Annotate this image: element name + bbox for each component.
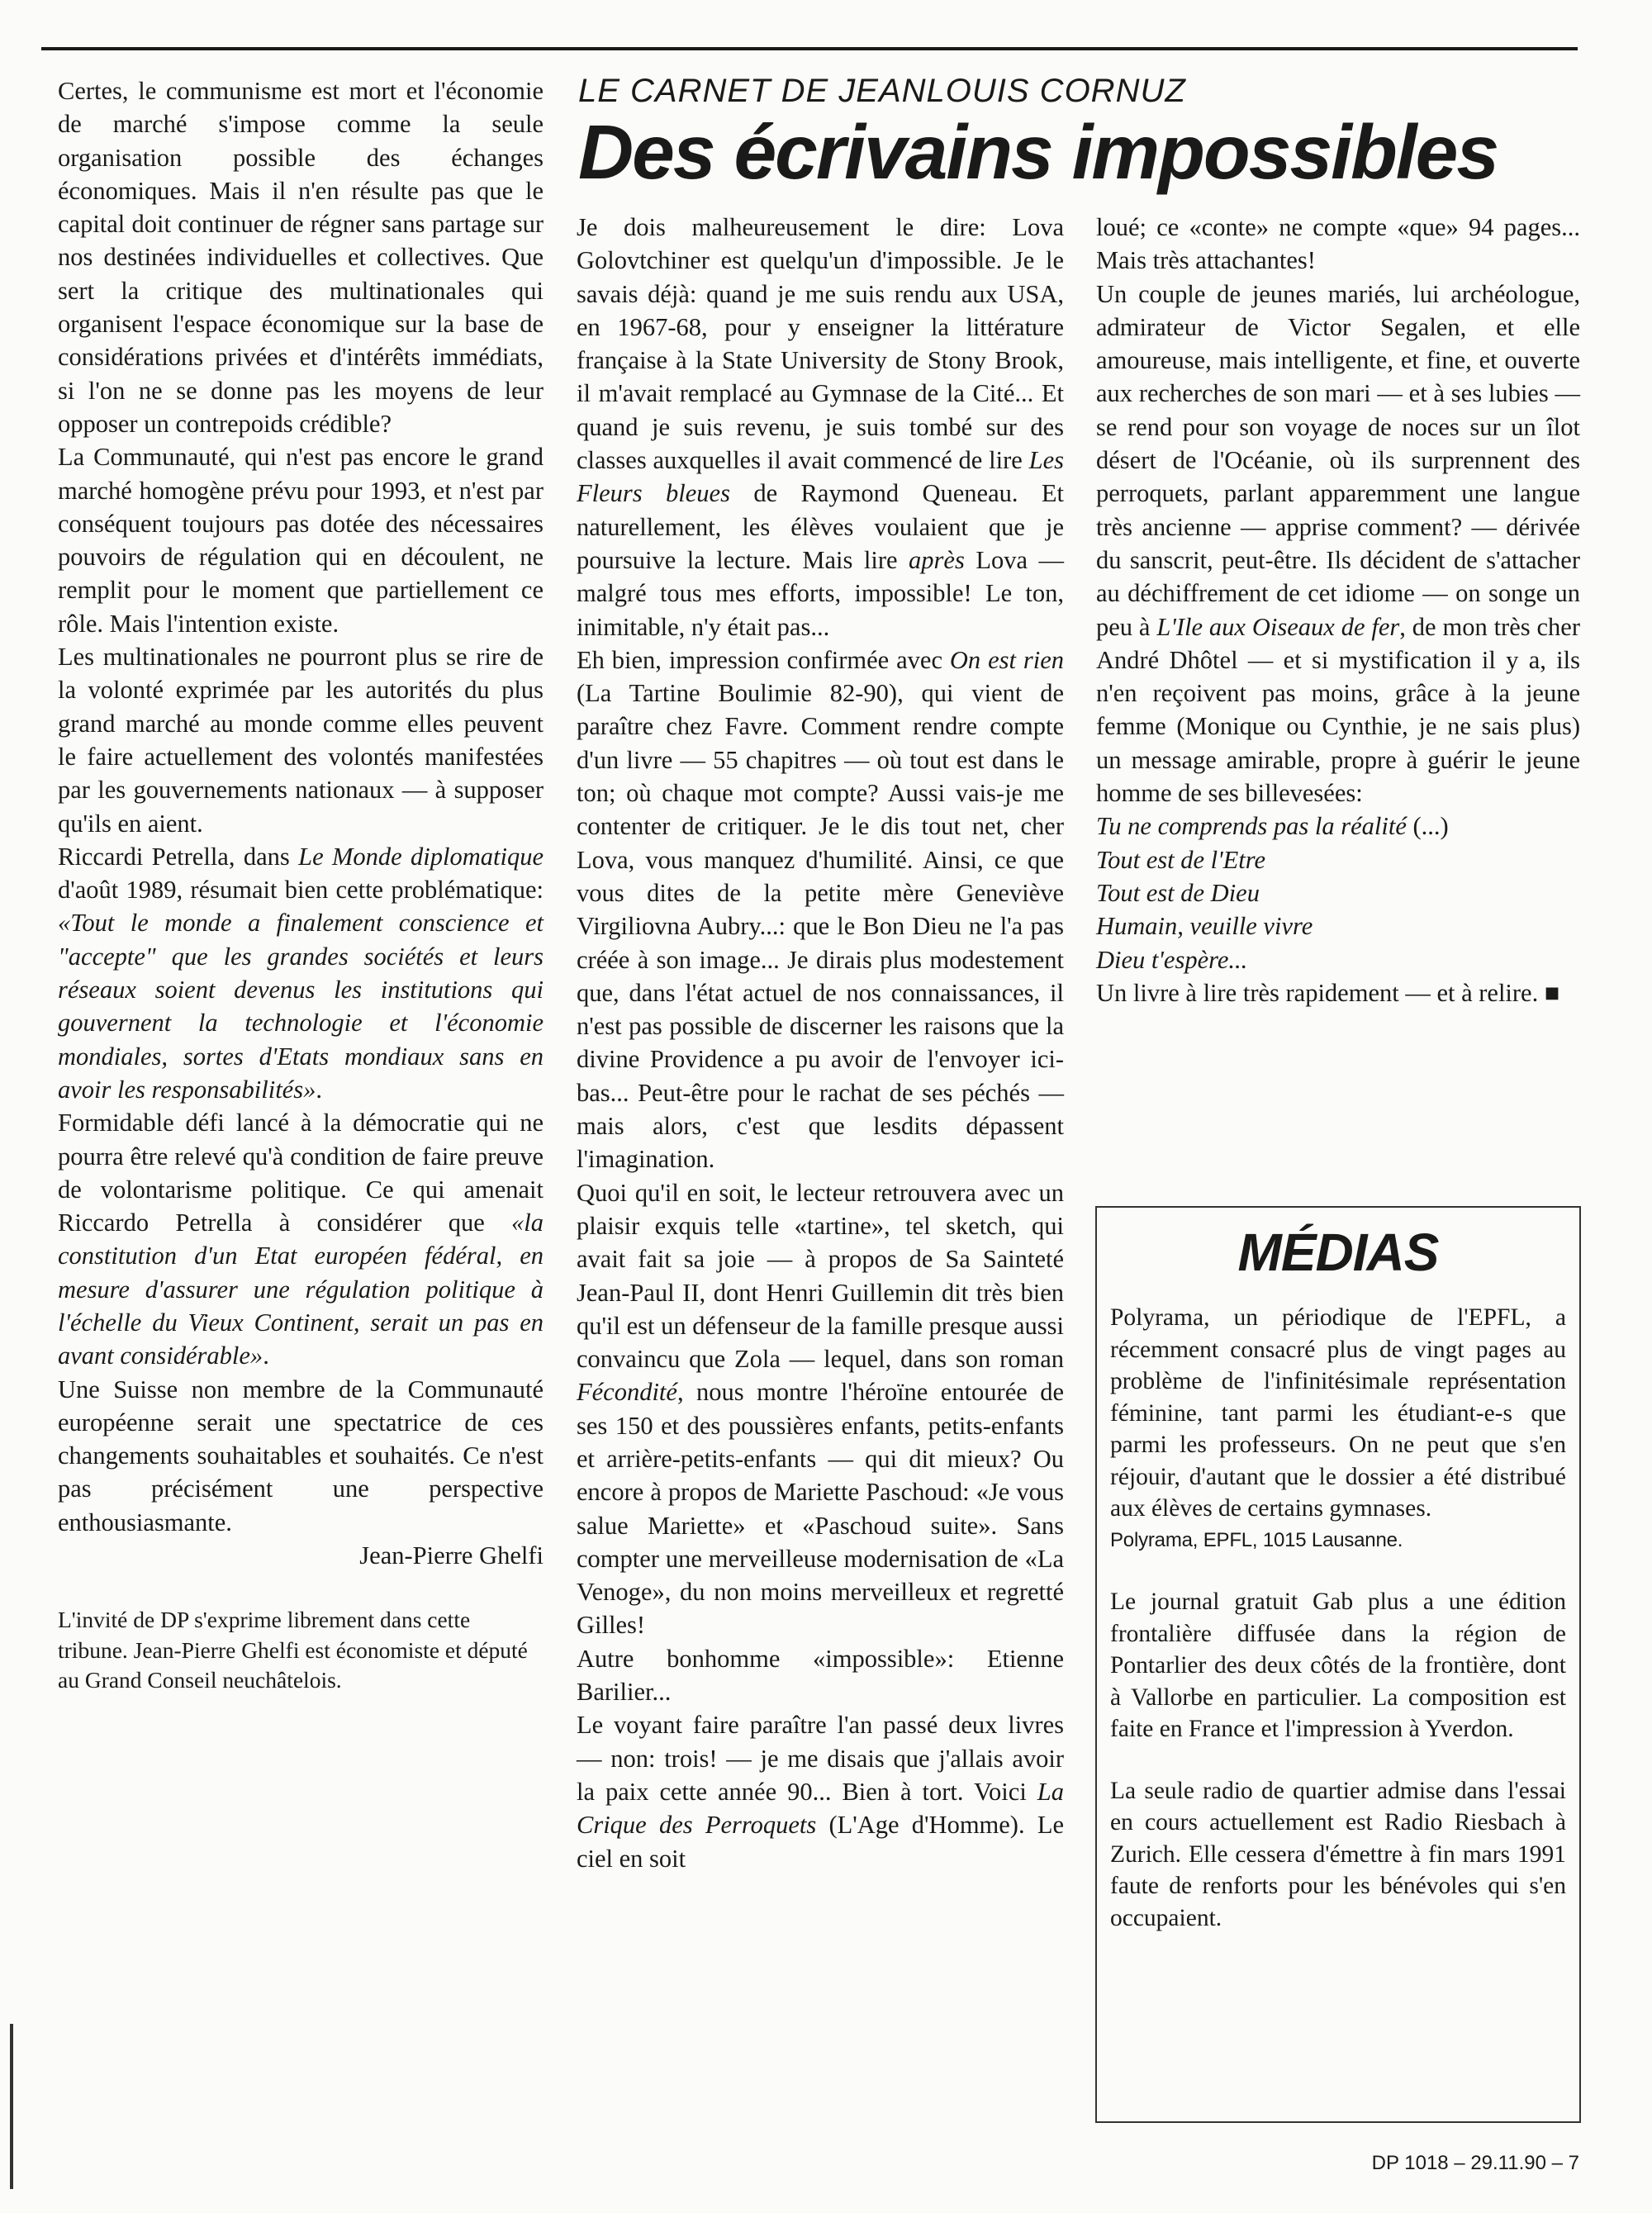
paragraph: Le voyant faire paraître l'an passé deux livres — non: trois! — je me disais que j'allais avoir la paix cette année 90... Bien à tort. Voici La Crique des Perroquets (L'Age d'Homme). Le ciel en soit	[577, 1711, 1064, 1873]
paragraph: Un couple de jeunes mariés, lui archéologue, admirateur de Victor Segalen, et elle amoureuse, mais intelligente, et fine, et ouverte aux recherches de son mari — et à ses lubies — se rend pour son voyage de noces sur un îlot désert de l'Océanie, où ils surprennent des perroquets, parlant apparemment une langue très ancienne — apprise comment? — dérivée du sanscrit, peut-être. Ils décident de s'attacher au déchiffrement de cet idiome — on songe un peu à L'Ile aux Oiseaux de fer, de mon très cher André Dhôtel — et si mystification il y a, ils n'en reçoivent pas moins, grâce à la jeune femme (Monique ou Cynthie, je ne sais plus) un message amirable, propre à guérir le jeune homme de ses billevesées:	[1096, 279, 1581, 808]
poem-line: Tout est de l'Etre	[1096, 845, 1266, 874]
paragraph: Autre bonhomme «impossible»: Etienne Barilier...	[577, 1644, 1064, 1707]
medias-address: Polyrama, EPFL, 1015 Lausanne.	[1110, 1528, 1403, 1551]
paragraph: Riccardi Petrella, dans Le Monde diplomatique d'août 1989, résumait bien cette problématique: «Tout le monde a finalement conscience et "accepte" que les grandes sociétés et leurs réseaux soient devenus les institutions qui gouvernent la technologie et l'économie mondiales, sortes d'Etats mondiaux sans en avoir les responsabilités».	[58, 842, 544, 1104]
paragraph: La Communauté, qui n'est pas encore le grand marché homogène prévu pour 1993, et n'est par conséquent toujours pas dotée des nécessaires pouvoirs de régulation qui en découlent, ne remplit pour le moment que partiellement ce rôle. Mais l'intention existe.	[58, 443, 544, 638]
paragraph: Une Suisse non membre de la Communauté européenne serait une spectatrice de ces changements souhaitables et souhaités. Ce n'est pas précisément une perspective enthousiasmante.	[58, 1375, 544, 1536]
poem-line: Dieu t'espère...	[1096, 945, 1248, 974]
paragraph: Certes, le communisme est mort et l'économie de marché s'impose comme la seule organisation possible des échanges économiques. Mais il n'en résulte pas que le capital doit continuer de régner sans partage sur nos destinées individuelles et collectives. Que sert la critique des multinationales qui organisent l'espace économique sur la base de considérations privées et d'intérêts immédiats, si l'on ne se donne pas les moyens de leur opposer un contrepoids crédible?	[58, 77, 544, 438]
medias-item: La seule radio de quartier admise dans l'essai en cours actuellement est Radio Riesbach à Zurich. Elle cessera d'émettre à fin mars 1991 faute de renforts pour les bénévoles qui s'en occupaient.	[1110, 1777, 1566, 1931]
top-rule	[41, 47, 1578, 50]
medias-box	[1095, 1206, 1581, 2123]
paragraph: Les multinationales ne pourront plus se rire de la volonté exprimée par les autorités du plus grand marché au monde comme elles peuvent le faire actuellement des volontés manifestées par les gouvernements nationaux — à supposer qu'ils en aient.	[58, 643, 544, 838]
poem-line: Tu ne comprends pas la réalité (...)	[1096, 812, 1449, 841]
article-headline: Des écrivains impossibles	[578, 109, 1498, 195]
medias-item: Polyrama, un périodique de l'EPFL, a récemment consacré plus de vingt pages au problème de l'infinitésimale représentation féminine, tant parmi les étudiant-e-s que parmi les professeurs. On ne peut que s'en réjouir, d'autant que le dossier a été distribué aux élèves de certains gymnases. Polyrama, EPFL, 1015 Lausanne.	[1110, 1302, 1566, 1556]
scan-edge-mark	[10, 2024, 13, 2189]
paragraph: Formidable défi lancé à la démocratie qui ne pourra être relevé qu'à condition de faire preuve de volontarisme politique. Ce qui amenait Riccardo Petrella à considérer que «la constitution d'un Etat européen fédéral, en mesure d'assurer une régulation politique à l'échelle du Vieux Continent, serait un pas en avant considérable».	[58, 1109, 544, 1370]
poem-line: Tout est de Dieu	[1096, 878, 1260, 907]
guest-note: L'invité de DP s'exprime librement dans cette tribune. Jean-Pierre Ghelfi est économiste et député au Grand Conseil neuchâtelois.	[58, 1607, 528, 1693]
medias-item: Le journal gratuit Gab plus a une édition frontalière diffusée dans la région de Pontarlier des deux côtés de la frontière, dont à Vallorbe en particulier. La composition est faite en France et l'impression à Yverdon.	[1110, 1589, 1566, 1742]
paragraph: Je dois malheureusement le dire: Lova Golovtchiner est quelqu'un d'impossible. Je le savais déjà: quand je me suis rendu aux USA, en 1967-68, pour y enseigner la littérature française à la State University de Stony Brook, il m'avait remplacé au Gymnase de la Cité... Et quand je suis revenu, je suis tombé sur des classes auxquelles il avait commencé de lire Les Fleurs bleues de Raymond Queneau. Et naturellement, les élèves voulaient que je poursuive la lecture. Mais lire après Lova — malgré tous mes efforts, impossible! Le ton, inimitable, n'y était pas...	[577, 213, 1064, 641]
author-signature: Jean-Pierre Ghelfi	[359, 1541, 544, 1570]
section-kicker: LE CARNET DE JEANLOUIS CORNUZ	[578, 73, 1186, 109]
paragraph: Un livre à lire très rapidement — et à relire. ■	[1096, 978, 1560, 1007]
column-tribune	[58, 74, 544, 1696]
column-carnet-1	[577, 211, 1064, 1875]
medias-title: MÉDIAS	[1237, 1223, 1439, 1282]
paragraph: loué; ce «conte» ne compte «que» 94 pages... Mais très attachantes!	[1096, 213, 1580, 275]
paragraph: Quoi qu'il en soit, le lecteur retrouvera avec un plaisir exquis telle «tartine», tel sketch, qui avait fait sa joie — à propos de Sa Sainteté Jean-Paul II, dont Henri Guillemin dit très bien qu'il est un défenseur de la famille presque aussi convaincu que Zola — lequel, dans son roman Fécondité, nous montre l'héroïne entourée de ses 150 et des poussières enfants, petits-enfants et arrière-petits-enfants — qui dit mieux? Ou encore à propos de Mariette Paschoud: «Je vous salue Mariette» et «Paschoud suite». Sans compter une merveilleuse modernisation de «La Venoge», du non moins merveilleux et regretté Gilles!	[577, 1178, 1064, 1640]
paragraph: Eh bien, impression confirmée avec On est rien (La Tartine Boulimie 82-90), qui vient de paraître chez Favre. Comment rendre compte d'un livre — 55 chapitres — où tout est dans le ton; où chaque mot compte? Aussi vais-je me contenter de critiquer. Je le dis tout net, cher Lova, vous manquez d'humilité. Ainsi, ce que vous dites de la petite mère Geneviève Virgiliovna Aubry...: que le Bon Dieu ne l'a pas créée à son image... Je dirais plus modestement que, dans l'état actuel de nos connaissances, il n'est pas possible de discerner les raisons que la divine Providence a pu avoir de l'envoyer ici-bas... Peut-être pour le rachat de ses péchés — mais alors, c'est que lesdits dépassent l'imagination.	[577, 645, 1064, 1174]
poem-line: Humain, veuille vivre	[1096, 912, 1313, 941]
page-footer: DP 1018 – 29.11.90 – 7	[1371, 2152, 1579, 2174]
column-carnet-2	[1096, 211, 1580, 1009]
